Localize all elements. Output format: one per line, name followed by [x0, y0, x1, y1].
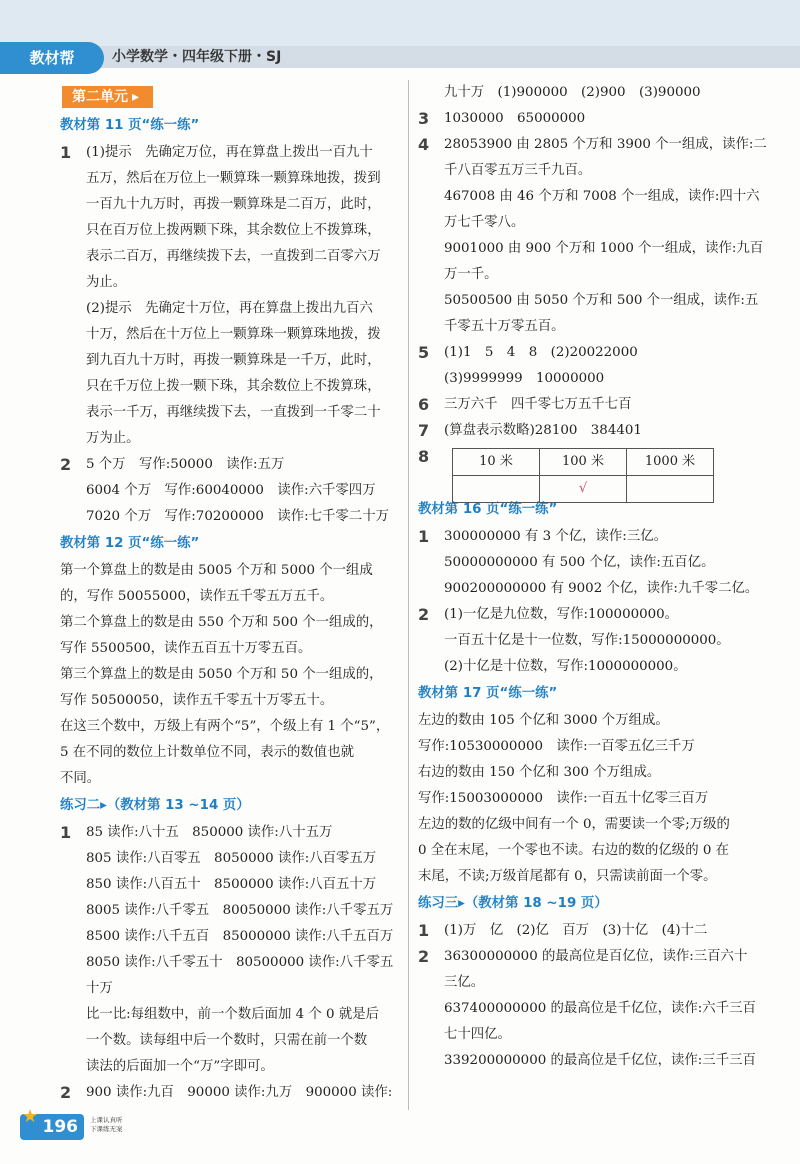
- answer-line: 50000000000 有 500 个亿，读作:五百亿。: [444, 555, 715, 570]
- answer-line: 右边的数由 150 个亿和 300 个万组成。: [418, 765, 661, 780]
- answer-line: 万为止。: [86, 431, 140, 446]
- table-cell: [453, 476, 540, 503]
- question-8: [418, 444, 758, 496]
- question-number: 4: [418, 135, 430, 154]
- answer-line: 只在千万位上拨一颗下珠，其余数位上不拨算珠，: [86, 379, 381, 394]
- answer-line: 十万，然后在十万位上一颗算珠一颗算珠地拨，拨: [86, 327, 381, 342]
- question-number: 6: [418, 395, 430, 414]
- column-divider: [408, 80, 409, 1110]
- section-heading-exercise3: 练习三▸（教材第 18 ~19 页）: [418, 896, 608, 911]
- star-icon: ★: [22, 1106, 39, 1127]
- answer-line: 十万: [86, 981, 113, 996]
- answer-line: 1 (1)万 亿 (2)亿 百万 (3)十亿 (4)十二: [418, 918, 758, 944]
- answer-line: 写作 5500500，读作五百五十万零五百。: [60, 641, 312, 656]
- answer-line: 900200000000 有 9002 个亿，读作:九千零二亿。: [444, 581, 759, 596]
- answer-line: (2)提示 先确定十万位，再在算盘上拨出九百六: [86, 301, 373, 316]
- answer-line: 1 85 读作:八十五 850000 读作:八十五万: [60, 820, 400, 846]
- question-number: 2: [418, 605, 430, 624]
- answer-line: 写作:15003000000 读作:一百五十亿零三百万: [418, 791, 709, 806]
- answer-line: 表示一千万，再继续拨下去，一直拨到一千零二十: [86, 405, 381, 420]
- section-heading-p11: 教材第 11 页“练一练”: [60, 118, 200, 133]
- answer-line: 一百五十亿是十一位数，写作:15000000000。: [444, 633, 730, 648]
- answer-line: 2 36300000000 的最高位是百亿位，读作:三百六十: [418, 944, 758, 970]
- question-number: 2: [60, 455, 72, 474]
- table-header-cell: 1000 米: [627, 449, 714, 476]
- answer-line: 万一千。: [444, 267, 498, 282]
- answer-line: 8500 读作:八千五百 85000000 读作:八千五百万: [86, 929, 394, 944]
- book-subtitle: 小学数学・四年级下册・SJ: [112, 49, 282, 65]
- answer-line: 左边的数由 105 个亿和 3000 个万组成。: [418, 713, 669, 728]
- table-header-cell: 100 米: [540, 449, 627, 476]
- answer-line: 7 (算盘表示数略)28100 384401: [418, 418, 758, 444]
- answer-line: 5 (1)1 5 4 8 (2)20022000: [418, 340, 758, 366]
- top-band: [0, 0, 800, 46]
- question-number: 2: [60, 1083, 72, 1102]
- answer-line: 第三个算盘上的数是由 5050 个万和 50 个一组成的，: [60, 667, 383, 682]
- question-number: 2: [418, 947, 430, 966]
- answer-line: 到九百九十万时，再拨一颗算珠是一千万，此时，: [86, 353, 381, 368]
- answer-line: 写作:10530000000 读作:一百零五亿三千万: [418, 739, 695, 754]
- answer-line: 2 900 读作:九百 90000 读作:九万 900000 读作:: [60, 1080, 400, 1106]
- answer-line: 七十四亿。: [444, 1027, 511, 1042]
- answer-line: 为止。: [86, 275, 127, 290]
- answer-line: 万七千零八。: [444, 215, 525, 230]
- section-heading-p17: 教材第 17 页“练一练”: [418, 686, 558, 701]
- answer-line: 第二个算盘上的数是由 550 个万和 500 个一组成的，: [60, 615, 383, 630]
- table-cell: [627, 476, 714, 503]
- answer-line: 第一个算盘上的数是由 5005 个万和 5000 个一组成: [60, 563, 373, 578]
- answer-line: 不同。: [60, 771, 101, 786]
- answer-line: 读法的后面加一个“万”字即可。: [86, 1059, 274, 1074]
- answer-line: (2)十亿是十位数，写作:1000000000。: [444, 659, 687, 674]
- answer-line: 表示二百万，再继续拨下去，一直拨到二百零六万: [86, 249, 381, 264]
- question-number: 7: [418, 421, 430, 440]
- answer-line: 805 读作:八百零五 8050000 读作:八百零五万: [86, 851, 377, 866]
- question-number: 1: [418, 921, 430, 940]
- right-column: [418, 80, 767, 1074]
- answer-line: 9001000 由 900 个万和 1000 个一组成，读作:九百: [444, 241, 764, 256]
- brand-badge: 教材帮: [0, 42, 104, 74]
- answer-line: 末尾，不读;万级首尾都有 0，只需读前面一个零。: [418, 869, 717, 884]
- question-number: 1: [60, 823, 72, 842]
- answer-line: 2 (1)一亿是九位数，写作:100000000。: [418, 602, 758, 628]
- answer-line: 5 在不同的数位上计数单位不同，表示的数值也就: [60, 745, 354, 760]
- answer-line: 8050 读作:八千零五十 80500000 读作:八千零五: [86, 955, 394, 970]
- answer-line: 一个数。读每组中后一个数时，只需在前一个数: [86, 1033, 368, 1048]
- answer-line: 在这三个数中，万级上有两个“5”，个级上有 1 个“5”，: [60, 719, 390, 734]
- answer-line: 九十万 (1)900000 (2)900 (3)90000: [444, 85, 701, 100]
- unit-title: 第二单元 ▸: [62, 86, 153, 108]
- answer-line: 一百九十九万时，再拨一颗算珠是二百万，此时，: [86, 197, 381, 212]
- answer-line: 3 1030000 65000000: [418, 106, 758, 132]
- answer-line: 1 300000000 有 3 个亿，读作:三亿。: [418, 524, 758, 550]
- table-header-cell: 10 米: [453, 449, 540, 476]
- section-heading-exercise2: 练习二▸（教材第 13 ~14 页）: [60, 798, 250, 813]
- answer-line: 637400000000 的最高位是千亿位，读作:六千三百: [444, 1001, 756, 1016]
- answer-line: 0 全在末尾，一个零也不读。右边的数的亿级的 0 在: [418, 843, 730, 858]
- answer-line: 比一比:每组数中，前一个数后面加 4 个 0 就是后: [86, 1007, 379, 1022]
- question-number: 1: [418, 527, 430, 546]
- question-number: 3: [418, 109, 430, 128]
- answer-line: (3)9999999 10000000: [444, 371, 605, 386]
- answer-line: 三亿。: [444, 975, 485, 990]
- answer-line: 千零五十万零五百。: [444, 319, 565, 334]
- answer-line: 千八百零五万三千九百。: [444, 163, 592, 178]
- answer-line: 只在百万位上拨两颗下珠，其余数位上不拨算珠，: [86, 223, 381, 238]
- answer-line: 6004 个万 写作:60040000 读作:六千零四万: [86, 483, 376, 498]
- question-number: 8: [418, 447, 430, 466]
- answer-line: 850 读作:八百五十 8500000 读作:八百五十万: [86, 877, 377, 892]
- answer-line: 339200000000 的最高位是千亿位，读作:三千三百: [444, 1053, 756, 1068]
- answer-line: 1 (1)提示 先确定万位，再在算盘上拨出一百九十: [60, 140, 400, 166]
- answer-line: 7020 个万 写作:70200000 读作:七千零二十万: [86, 509, 389, 524]
- answer-line: 467008 由 46 个万和 7008 个一组成，读作:四十六: [444, 189, 760, 204]
- answer-line: 50500500 由 5050 个万和 500 个一组成，读作:五: [444, 293, 759, 308]
- check-mark: √: [540, 476, 627, 503]
- distance-table: [452, 448, 714, 503]
- section-heading-p12: 教材第 12 页“练一练”: [60, 536, 200, 551]
- answer-line: 6 三万六千 四千零七万五千七百: [418, 392, 758, 418]
- answer-line: 写作 50500050，读作五千零五十万零五十。: [60, 693, 334, 708]
- answer-line: 左边的数的亿级中间有一个 0，需要读一个零;万级的: [418, 817, 730, 832]
- footer-tagline: 上课认真听 下课练无案: [90, 1116, 123, 1133]
- answer-line: 4 28053900 由 2805 个万和 3900 个一组成，读作:二: [418, 132, 758, 158]
- answer-line: 五万，然后在万位上一颗算珠一颗算珠地拨，拨到: [86, 171, 381, 186]
- answer-line: 的，写作 50055000，读作五千零五万五千。: [60, 589, 334, 604]
- question-number: 1: [60, 143, 72, 162]
- answer-line: 2 5 个万 写作:50000 读作:五万: [60, 452, 400, 478]
- left-column: [60, 80, 400, 1106]
- section-heading-p16: 教材第 16 页“练一练”: [418, 502, 558, 517]
- question-number: 5: [418, 343, 430, 362]
- answer-line: 8005 读作:八千零五 80050000 读作:八千零五万: [86, 903, 394, 918]
- page-number: 196: [20, 1114, 84, 1140]
